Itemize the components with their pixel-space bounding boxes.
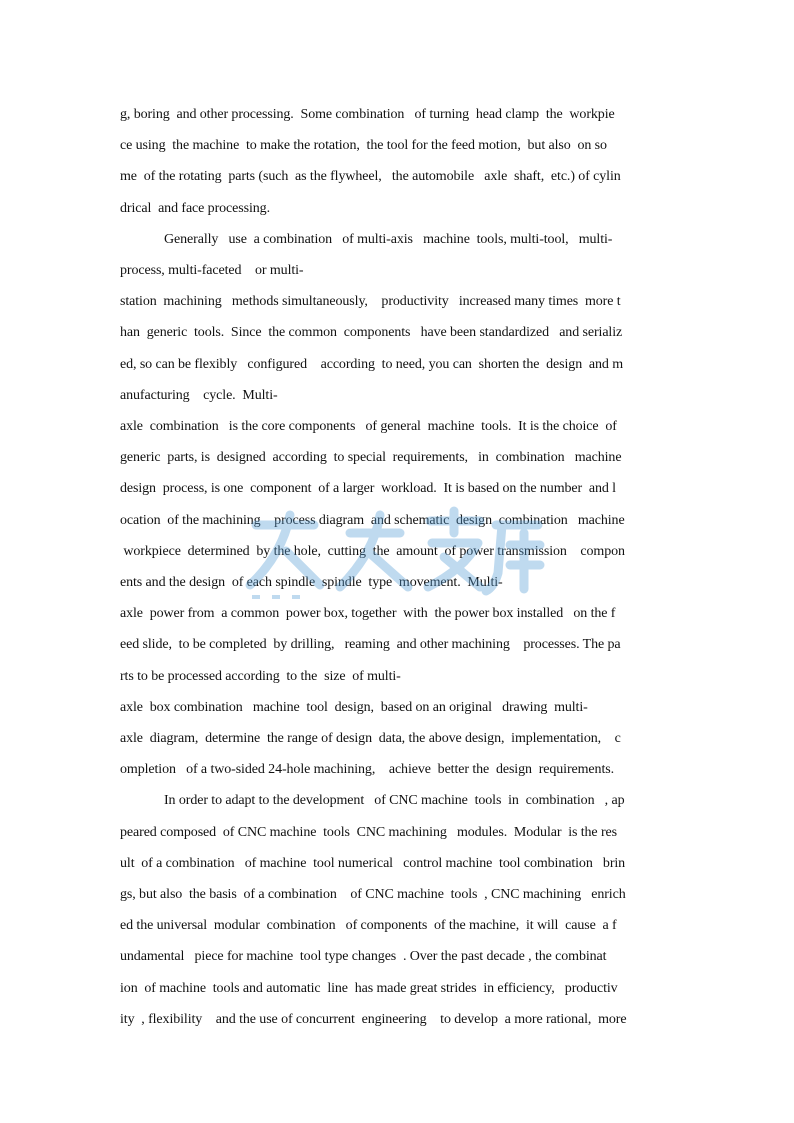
text-line: generic parts, is designed according to special requirements, in combination machine [120,450,622,465]
text-line: ce using the machine to make the rotation, the tool for the feed motion, but also on so [120,138,607,153]
paragraph-start-line: In order to adapt to the development of CNC machine tools in combination , ap [164,793,625,808]
text-line: axle box combination machine tool design, based on an original drawing multi- [120,700,588,715]
text-line: eed slide, to be completed by drilling, reaming and other machining processes. The pa [120,637,621,652]
text-line: undamental piece for machine tool type changes . Over the past decade , the combinat [120,949,607,964]
text-line: g, boring and other processing. Some combination of turning head clamp the workpie [120,107,615,122]
text-line: ion of machine tools and automatic line has made great strides in efficiency, productiv [120,981,618,996]
text-line: peared composed of CNC machine tools CNC machining modules. Modular is the res [120,825,617,840]
text-line: gs, but also the basis of a combination of CNC machine tools , CNC machining enrich [120,887,626,902]
text-line: workpiece determined by the hole, cutting the amount of power transmission compon [120,544,625,559]
text-line: ompletion of a two-sided 24-hole machining, achieve better the design requirements. [120,762,614,777]
text-line: axle combination is the core components of general machine tools. It is the choice of [120,419,617,434]
text-line: ity , flexibility and the use of concurrent engineering to develop a more rational, more [120,1012,627,1027]
text-line: ed, so can be flexibly configured according to need, you can shorten the design and m [120,357,624,372]
text-line: station machining methods simultaneously, productivity increased many times more t [120,294,621,309]
text-line: axle power from a common power box, together with the power box installed on the f [120,606,616,621]
text-line: process, multi-faceted or multi- [120,263,304,278]
paragraph-start-line: Generally use a combination of multi-axis machine tools, multi-tool, multi- [164,232,613,247]
text-line: design process, is one component of a larger workload. It is based on the number and l [120,481,616,496]
text-line: ocation of the machining process diagram and schematic design combination machine [120,513,625,528]
text-line: ult of a combination of machine tool numerical control machine tool combination brin [120,856,626,871]
text-line: rts to be processed according to the size of multi- [120,669,401,684]
text-line: ed the universal modular combination of components of the machine, it will cause a f [120,918,617,933]
text-line: ents and the design of each spindle spindle type movement. Multi- [120,575,503,590]
text-line: axle diagram, determine the range of design data, the above design, implementation, c [120,731,621,746]
text-line: drical and face processing. [120,201,270,216]
text-line: me of the rotating parts (such as the flywheel, the automobile axle shaft, etc.) of cylin [120,169,621,184]
text-line: han generic tools. Since the common components have been standardized and serializ [120,325,623,340]
text-line: anufacturing cycle. Multi- [120,388,278,403]
